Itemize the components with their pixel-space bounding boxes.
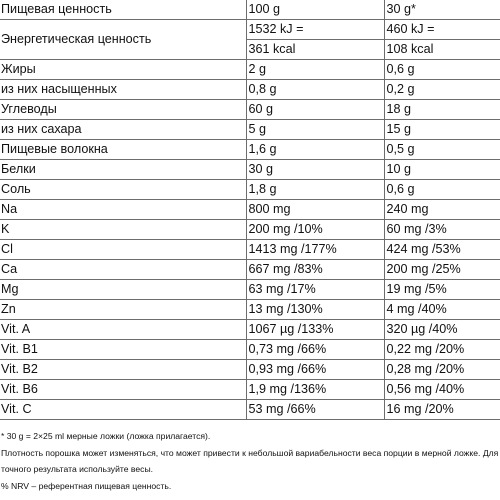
nrv-note: % NRV – референтная пищевая ценность. [1, 480, 172, 491]
value-100g: 1,9 mg /136% [246, 380, 384, 400]
nutrient-name: Пищевые волокна [0, 140, 246, 160]
value-30g: 200 mg /25% [384, 260, 500, 280]
energy-col2-kj: 460 kJ = [385, 20, 500, 40]
value-30g: 320 µg /40% [384, 320, 500, 340]
nutrient-name: K [0, 220, 246, 240]
nutrient-name: из них сахара [0, 120, 246, 140]
value-30g: 16 mg /20% [384, 400, 500, 420]
nutrient-name: Соль [0, 180, 246, 200]
value-100g: 60 g [246, 100, 384, 120]
table-row [0, 180, 500, 200]
value-100g: 5 g [246, 120, 384, 140]
energy-row [0, 20, 500, 60]
table-row [0, 120, 500, 140]
energy-name: Энергетическая ценность [0, 20, 246, 60]
value-30g: 18 g [384, 100, 500, 120]
value-100g: 13 mg /130% [246, 300, 384, 320]
energy-col1 [246, 20, 384, 60]
table-row [0, 240, 500, 260]
footnotes [1, 428, 499, 494]
value-100g: 1,6 g [246, 140, 384, 160]
energy-col1-kcal: 361 kcal [248, 42, 296, 56]
nutrient-name: Vit. B2 [0, 360, 246, 380]
nutrient-name: Cl [0, 240, 246, 260]
value-100g: 63 mg /17% [246, 280, 384, 300]
value-100g: 53 mg /66% [246, 400, 384, 420]
energy-col2-kcal: 108 kcal [386, 42, 434, 56]
value-30g: 0,5 g [384, 140, 500, 160]
nutrient-name: Углеводы [0, 100, 246, 120]
table-row [0, 160, 500, 180]
table-row [0, 100, 500, 120]
value-30g: 0,6 g [384, 60, 500, 80]
table-row [0, 80, 500, 100]
value-100g: 200 mg /10% [246, 220, 384, 240]
value-100g: 667 mg /83% [246, 260, 384, 280]
table-row [0, 380, 500, 400]
density-note: Плотность порошка может изменяться, что может привести к небольшой вариабельности веса порции в мерной ложке. Для точного результата используйте весы. [1, 447, 499, 474]
table-header-row [0, 0, 500, 20]
value-30g: 0,56 mg /40% [384, 380, 500, 400]
nutrient-name: Vit. B1 [0, 340, 246, 360]
table-row [0, 360, 500, 380]
nutrient-name: Mg [0, 280, 246, 300]
nutrient-name: Жиры [0, 60, 246, 80]
table-row [0, 60, 500, 80]
value-100g: 1413 mg /177% [246, 240, 384, 260]
table-row [0, 400, 500, 420]
table-row [0, 260, 500, 280]
table-row [0, 300, 500, 320]
nutrient-name: Vit. B6 [0, 380, 246, 400]
value-100g: 0,8 g [246, 80, 384, 100]
value-30g: 0,6 g [384, 180, 500, 200]
nutrient-name: Vit. A [0, 320, 246, 340]
serving-note: * 30 g = 2×25 ml мерные ложки (ложка прилагается). [1, 431, 211, 441]
nutrient-name: Ca [0, 260, 246, 280]
nutrient-name: Na [0, 200, 246, 220]
value-30g: 0,28 mg /20% [384, 360, 500, 380]
value-30g: 4 mg /40% [384, 300, 500, 320]
value-30g: 15 g [384, 120, 500, 140]
header-name: Пищевая ценность [0, 0, 246, 20]
nutrient-name: Белки [0, 160, 246, 180]
value-30g: 19 mg /5% [384, 280, 500, 300]
table-row [0, 140, 500, 160]
value-100g: 0,73 mg /66% [246, 340, 384, 360]
table-row [0, 220, 500, 240]
energy-col2 [384, 20, 500, 60]
value-100g: 1067 µg /133% [246, 320, 384, 340]
header-col2: 30 g* [384, 0, 500, 20]
table-row [0, 200, 500, 220]
table-row [0, 340, 500, 360]
value-30g: 0,22 mg /20% [384, 340, 500, 360]
nutrient-name: Zn [0, 300, 246, 320]
nutrient-name: из них насыщенных [0, 80, 246, 100]
value-100g: 1,8 g [246, 180, 384, 200]
table-row [0, 320, 500, 340]
energy-col1-kj: 1532 kJ = [247, 20, 384, 40]
value-30g: 240 mg [384, 200, 500, 220]
header-col1: 100 g [246, 0, 384, 20]
nutrient-name: Vit. C [0, 400, 246, 420]
value-100g: 800 mg [246, 200, 384, 220]
value-30g: 10 g [384, 160, 500, 180]
value-30g: 60 mg /3% [384, 220, 500, 240]
value-100g: 2 g [246, 60, 384, 80]
table-row [0, 280, 500, 300]
value-100g: 30 g [246, 160, 384, 180]
value-30g: 424 mg /53% [384, 240, 500, 260]
value-30g: 0,2 g [384, 80, 500, 100]
value-100g: 0,93 mg /66% [246, 360, 384, 380]
